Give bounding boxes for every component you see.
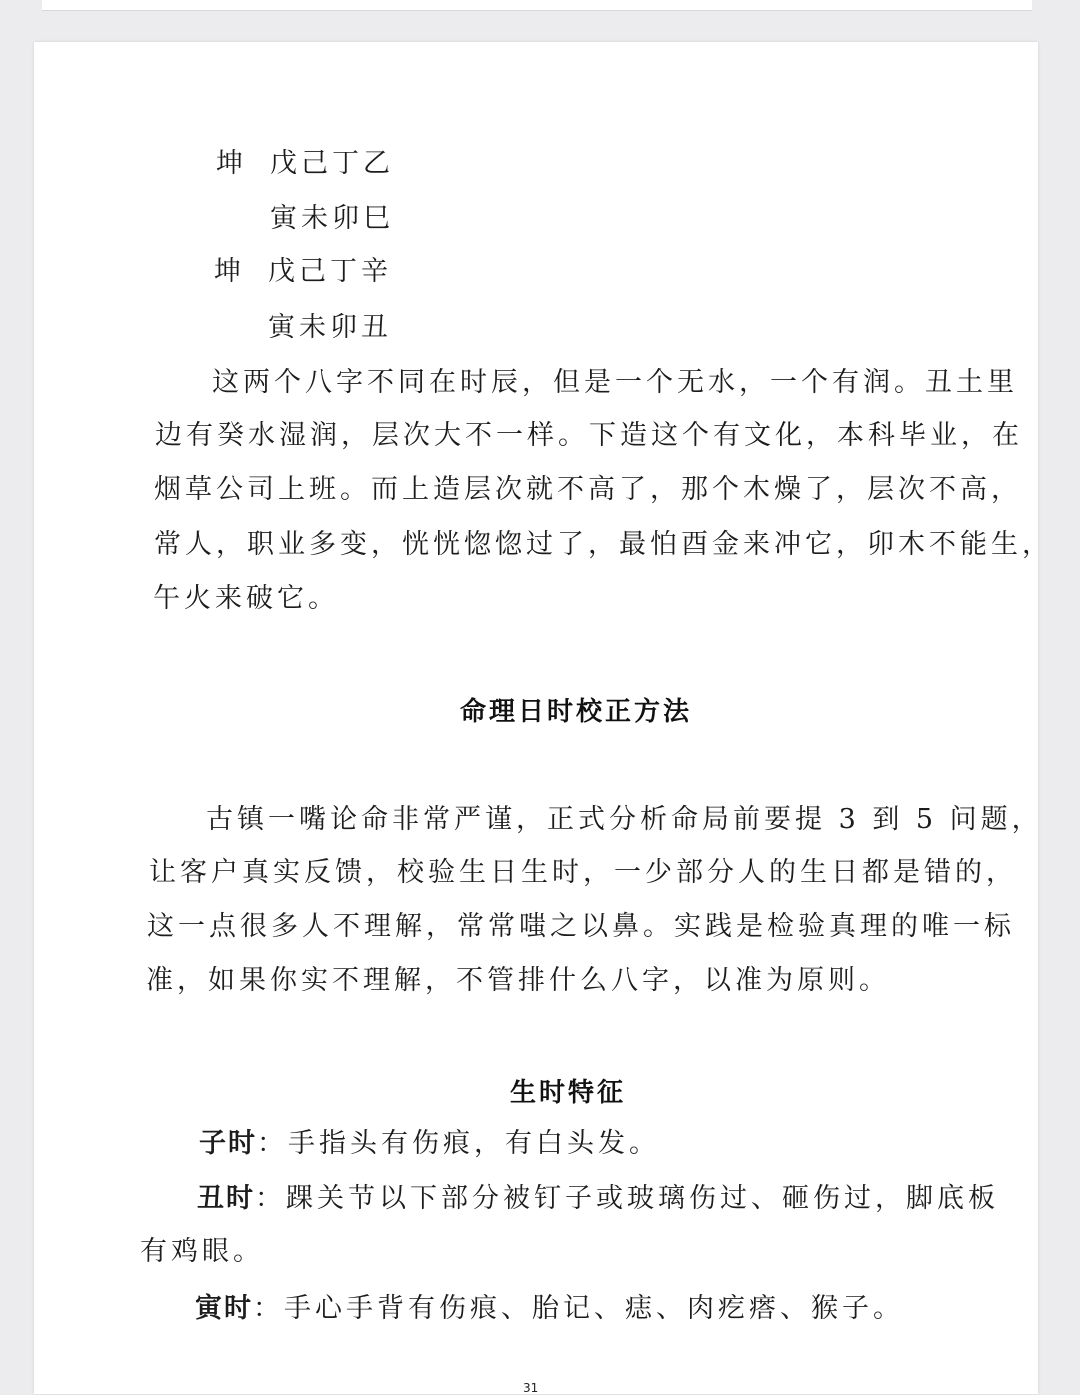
section-title-birth-hour-traits: 生时特征 — [510, 1078, 627, 1108]
feature-zi-text: 手指头有伤痕，有白头发。 — [288, 1128, 660, 1159]
paragraph1-line5: 午火来破它。 — [153, 583, 339, 614]
chart1-gender: 坤 — [216, 148, 247, 179]
feature-yin-label: 寅时 — [195, 1293, 253, 1324]
chart2-branches: 寅未卯丑 — [268, 312, 392, 343]
feature-chou-continuation: 有鸡眼。 — [140, 1236, 264, 1267]
paragraph1-line2: 边有癸水湿润，层次大不一样。下造这个有文化，本科毕业，在 — [155, 420, 1023, 451]
feature-yin-colon: ： — [253, 1293, 284, 1324]
paragraph2-line1: 古镇一嘴论命非常严谨，正式分析命局前要提 3 到 5 问题， — [206, 804, 1043, 835]
paragraph2-line3: 这一点很多人不理解，常常嗤之以鼻。实践是检验真理的唯一标 — [147, 911, 1015, 942]
feature-chou-text: 踝关节以下部分被钉子或玻璃伤过、砸伤过，脚底板 — [286, 1183, 999, 1214]
chart1-branches: 寅未卯巳 — [270, 203, 394, 234]
document-page — [34, 42, 1053, 1395]
paragraph2-line2: 让客户真实反馈，校验生日生时，一少部分人的生日都是错的， — [149, 857, 1017, 888]
feature-zi-colon: ： — [257, 1128, 288, 1159]
paragraph1-line4: 常人，职业多变，恍恍惚惚过了，最怕酉金来冲它，卯木不能生， — [154, 529, 1053, 560]
feature-yin-hour — [195, 1295, 904, 1322]
feature-chou-hour — [197, 1185, 999, 1212]
chart1-stems: 戊己丁乙 — [270, 148, 394, 179]
feature-zi-hour — [199, 1130, 660, 1157]
feature-zi-label: 子时 — [199, 1128, 257, 1159]
feature-yin-text: 手心手背有伤痕、胎记、痣、肉疙瘩、猴子。 — [284, 1293, 904, 1324]
page-number: 31 — [523, 1381, 539, 1395]
paragraph2-line4: 准，如果你实不理解，不管排什么八字，以准为原则。 — [146, 965, 890, 996]
feature-chou-colon: ： — [255, 1183, 286, 1214]
chart2-stems: 戊己丁辛 — [268, 256, 392, 287]
section-title-date-time-correction: 命理日时校正方法 — [460, 697, 693, 727]
feature-chou-label: 丑时 — [197, 1183, 255, 1214]
paragraph1-line1: 这两个八字不同在时辰，但是一个无水，一个有润。丑土里 — [212, 367, 1018, 398]
previous-page-edge — [42, 0, 1032, 11]
paragraph1-line3: 烟草公司上班。而上造层次就不高了，那个木燥了，层次不高， — [154, 474, 1022, 505]
chart2-gender: 坤 — [214, 256, 245, 287]
